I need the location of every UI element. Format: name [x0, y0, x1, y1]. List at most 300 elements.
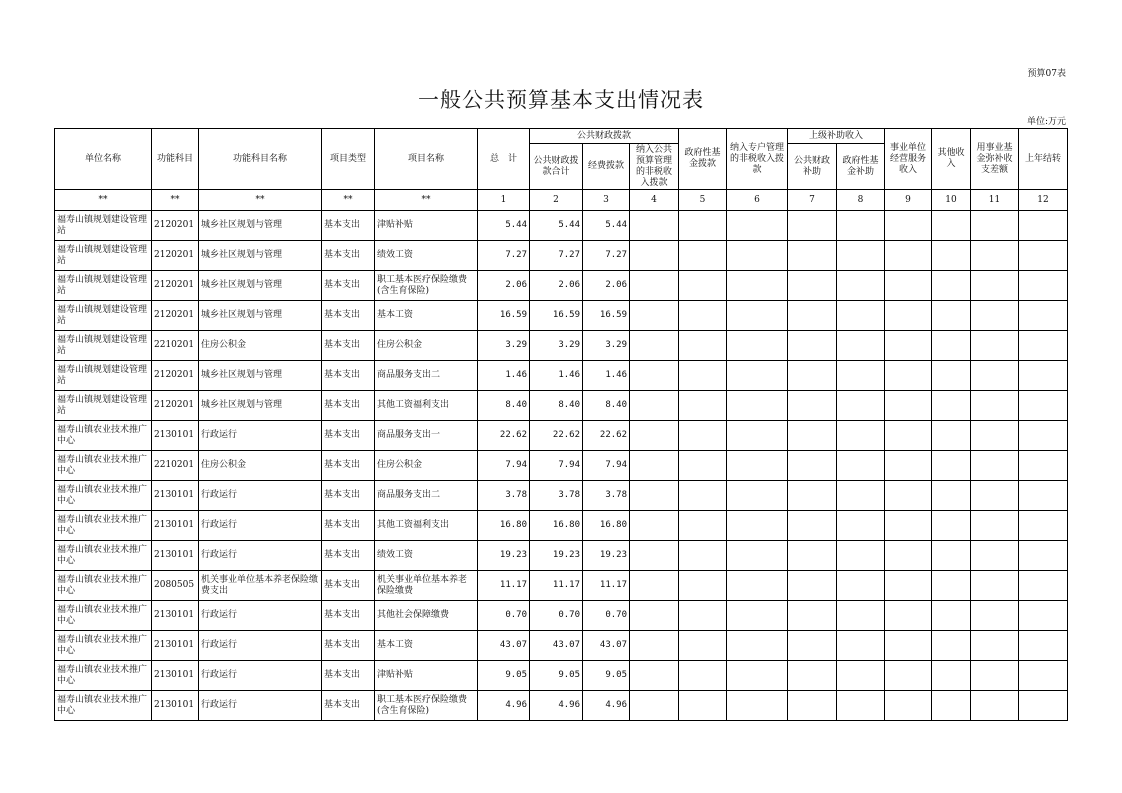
cell-pf-expense: 16.59: [583, 301, 630, 331]
cell-func-code: 2130101: [152, 601, 199, 631]
header-total: 总 计: [478, 129, 530, 190]
table-row: [55, 271, 1068, 301]
cell-func-code: 2210201: [152, 451, 199, 481]
empty-cell: [788, 241, 837, 271]
header-sup-gov: 政府性基金补助: [837, 144, 885, 190]
cell-func-code: 2080505: [152, 571, 199, 601]
cell-pf-expense: 9.05: [583, 661, 630, 691]
cell-pf-total: 7.27: [530, 241, 583, 271]
empty-cell: [837, 211, 885, 241]
empty-cell: [679, 661, 727, 691]
empty-cell: [630, 511, 679, 541]
index-cell: **: [375, 190, 478, 211]
cell-func-code: 2120201: [152, 301, 199, 331]
cell-total: 9.05: [478, 661, 530, 691]
empty-cell: [885, 241, 932, 271]
empty-cell: [679, 691, 727, 721]
cell-proj-type: 基本支出: [322, 571, 375, 601]
empty-cell: [1019, 361, 1068, 391]
header-business: 事业单位经营服务收入: [885, 129, 932, 190]
cell-func-code: 2120201: [152, 391, 199, 421]
empty-cell: [971, 271, 1019, 301]
empty-cell: [885, 511, 932, 541]
cell-func-code: 2130101: [152, 511, 199, 541]
cell-unit-name: 福寿山镇规划建设管理站: [55, 331, 152, 361]
cell-proj-type: 基本支出: [322, 391, 375, 421]
header-func-code: 功能科目: [152, 129, 199, 190]
empty-cell: [727, 691, 788, 721]
empty-cell: [788, 631, 837, 661]
cell-proj-type: 基本支出: [322, 511, 375, 541]
table-row: [55, 691, 1068, 721]
cell-pf-total: 5.44: [530, 211, 583, 241]
index-cell: 8: [837, 190, 885, 211]
empty-cell: [679, 571, 727, 601]
cell-unit-name: 福寿山镇农业技术推广中心: [55, 631, 152, 661]
empty-cell: [1019, 691, 1068, 721]
cell-total: 8.40: [478, 391, 530, 421]
empty-cell: [788, 361, 837, 391]
cell-pf-total: 7.94: [530, 451, 583, 481]
cell-func-code: 2120201: [152, 361, 199, 391]
empty-cell: [932, 451, 971, 481]
empty-cell: [1019, 661, 1068, 691]
cell-pf-expense: 5.44: [583, 211, 630, 241]
header-pf-total: 公共财政拨款合计: [530, 144, 583, 190]
cell-pf-expense: 43.07: [583, 631, 630, 661]
cell-proj-name: 职工基本医疗保险缴费(含生育保险): [375, 271, 478, 301]
cell-total: 22.62: [478, 421, 530, 451]
empty-cell: [971, 391, 1019, 421]
empty-cell: [788, 601, 837, 631]
empty-cell: [837, 451, 885, 481]
cell-func-code: 2130101: [152, 691, 199, 721]
cell-proj-name: 职工基本医疗保险缴费(含生育保险): [375, 691, 478, 721]
empty-cell: [630, 211, 679, 241]
table-row: [55, 541, 1068, 571]
cell-total: 0.70: [478, 601, 530, 631]
cell-proj-name: 其他工资福利支出: [375, 391, 478, 421]
empty-cell: [971, 361, 1019, 391]
empty-cell: [788, 391, 837, 421]
cell-proj-type: 基本支出: [322, 631, 375, 661]
empty-cell: [1019, 601, 1068, 631]
empty-cell: [679, 271, 727, 301]
empty-cell: [932, 481, 971, 511]
cell-unit-name: 福寿山镇规划建设管理站: [55, 391, 152, 421]
empty-cell: [727, 541, 788, 571]
cell-unit-name: 福寿山镇农业技术推广中心: [55, 421, 152, 451]
form-number: 预算07表: [1027, 69, 1066, 79]
cell-func-name: 行政运行: [199, 511, 322, 541]
empty-cell: [679, 511, 727, 541]
table-row: [55, 601, 1068, 631]
index-cell: 12: [1019, 190, 1068, 211]
empty-cell: [630, 271, 679, 301]
empty-cell: [727, 511, 788, 541]
cell-proj-name: 绩效工资: [375, 541, 478, 571]
cell-pf-expense: 3.78: [583, 481, 630, 511]
cell-proj-name: 绩效工资: [375, 241, 478, 271]
cell-pf-expense: 11.17: [583, 571, 630, 601]
empty-cell: [837, 541, 885, 571]
cell-unit-name: 福寿山镇农业技术推广中心: [55, 661, 152, 691]
cell-func-name: 行政运行: [199, 661, 322, 691]
cell-total: 1.46: [478, 361, 530, 391]
empty-cell: [1019, 571, 1068, 601]
empty-cell: [885, 271, 932, 301]
empty-cell: [727, 661, 788, 691]
cell-proj-type: 基本支出: [322, 601, 375, 631]
cell-total: 4.96: [478, 691, 530, 721]
empty-cell: [1019, 541, 1068, 571]
cell-proj-type: 基本支出: [322, 451, 375, 481]
empty-cell: [837, 421, 885, 451]
empty-cell: [971, 631, 1019, 661]
empty-cell: [788, 271, 837, 301]
empty-cell: [630, 301, 679, 331]
empty-cell: [679, 421, 727, 451]
cell-func-name: 城乡社区规划与管理: [199, 211, 322, 241]
cell-pf-total: 4.96: [530, 691, 583, 721]
empty-cell: [1019, 511, 1068, 541]
cell-unit-name: 福寿山镇规划建设管理站: [55, 241, 152, 271]
empty-cell: [727, 421, 788, 451]
empty-cell: [1019, 451, 1068, 481]
empty-cell: [932, 691, 971, 721]
cell-pf-expense: 2.06: [583, 271, 630, 301]
empty-cell: [885, 691, 932, 721]
empty-cell: [788, 421, 837, 451]
header-superior: 上级补助收入: [788, 129, 885, 144]
cell-pf-total: 1.46: [530, 361, 583, 391]
cell-unit-name: 福寿山镇规划建设管理站: [55, 271, 152, 301]
table-row: [55, 451, 1068, 481]
empty-cell: [932, 571, 971, 601]
empty-cell: [885, 421, 932, 451]
empty-cell: [727, 271, 788, 301]
cell-proj-name: 基本工资: [375, 631, 478, 661]
empty-cell: [679, 211, 727, 241]
empty-cell: [885, 301, 932, 331]
cell-func-name: 行政运行: [199, 631, 322, 661]
empty-cell: [788, 301, 837, 331]
empty-cell: [971, 511, 1019, 541]
empty-cell: [679, 241, 727, 271]
header-pf-expense: 经费拨款: [583, 144, 630, 190]
empty-cell: [679, 331, 727, 361]
header-pf-nontax: 纳入公共预算管理的非税收入拨款: [630, 144, 679, 190]
cell-total: 16.80: [478, 511, 530, 541]
empty-cell: [932, 661, 971, 691]
cell-proj-name: 商品服务支出一: [375, 421, 478, 451]
index-cell: 6: [727, 190, 788, 211]
empty-cell: [885, 391, 932, 421]
cell-pf-total: 16.80: [530, 511, 583, 541]
empty-cell: [932, 241, 971, 271]
empty-cell: [837, 661, 885, 691]
cell-pf-total: 19.23: [530, 541, 583, 571]
empty-cell: [679, 481, 727, 511]
table-row: [55, 361, 1068, 391]
empty-cell: [727, 481, 788, 511]
empty-cell: [885, 211, 932, 241]
cell-total: 3.78: [478, 481, 530, 511]
cell-total: 2.06: [478, 271, 530, 301]
empty-cell: [837, 571, 885, 601]
cell-func-code: 2130101: [152, 481, 199, 511]
index-cell: 9: [885, 190, 932, 211]
table-row: [55, 211, 1068, 241]
header-public-finance: 公共财政拨款: [530, 129, 679, 144]
empty-cell: [630, 481, 679, 511]
empty-cell: [837, 301, 885, 331]
cell-pf-expense: 1.46: [583, 361, 630, 391]
empty-cell: [1019, 241, 1068, 271]
cell-proj-type: 基本支出: [322, 421, 375, 451]
empty-cell: [788, 571, 837, 601]
cell-func-name: 住房公积金: [199, 331, 322, 361]
empty-cell: [971, 541, 1019, 571]
cell-func-name: 行政运行: [199, 691, 322, 721]
empty-cell: [971, 421, 1019, 451]
empty-cell: [788, 331, 837, 361]
empty-cell: [837, 271, 885, 301]
empty-cell: [932, 601, 971, 631]
empty-cell: [630, 691, 679, 721]
empty-cell: [885, 631, 932, 661]
cell-pf-expense: 22.62: [583, 421, 630, 451]
table-row: [55, 511, 1068, 541]
cell-func-name: 城乡社区规划与管理: [199, 271, 322, 301]
empty-cell: [837, 331, 885, 361]
empty-cell: [788, 451, 837, 481]
empty-cell: [788, 481, 837, 511]
cell-unit-name: 福寿山镇农业技术推广中心: [55, 571, 152, 601]
empty-cell: [630, 541, 679, 571]
table-row: [55, 331, 1068, 361]
cell-unit-name: 福寿山镇农业技术推广中心: [55, 451, 152, 481]
cell-func-name: 行政运行: [199, 541, 322, 571]
empty-cell: [727, 451, 788, 481]
index-cell: **: [152, 190, 199, 211]
empty-cell: [971, 211, 1019, 241]
cell-pf-expense: 7.27: [583, 241, 630, 271]
cell-total: 16.59: [478, 301, 530, 331]
empty-cell: [932, 301, 971, 331]
cell-pf-total: 9.05: [530, 661, 583, 691]
empty-cell: [630, 631, 679, 661]
cell-pf-expense: 8.40: [583, 391, 630, 421]
cell-proj-name: 其他社会保障缴费: [375, 601, 478, 631]
cell-pf-total: 3.78: [530, 481, 583, 511]
empty-cell: [837, 241, 885, 271]
cell-func-name: 行政运行: [199, 421, 322, 451]
cell-unit-name: 福寿山镇规划建设管理站: [55, 301, 152, 331]
cell-unit-name: 福寿山镇农业技术推广中心: [55, 601, 152, 631]
cell-unit-name: 福寿山镇规划建设管理站: [55, 361, 152, 391]
empty-cell: [1019, 271, 1068, 301]
empty-cell: [971, 451, 1019, 481]
index-cell: **: [55, 190, 152, 211]
cell-proj-type: 基本支出: [322, 241, 375, 271]
cell-pf-total: 43.07: [530, 631, 583, 661]
cell-proj-name: 基本工资: [375, 301, 478, 331]
empty-cell: [788, 211, 837, 241]
empty-cell: [727, 241, 788, 271]
header-fund-make-up: 用事业基金弥补收支差额: [971, 129, 1019, 190]
cell-func-name: 城乡社区规划与管理: [199, 391, 322, 421]
empty-cell: [727, 391, 788, 421]
table-row: [55, 391, 1068, 421]
empty-cell: [885, 541, 932, 571]
empty-cell: [932, 331, 971, 361]
empty-cell: [885, 451, 932, 481]
cell-proj-name: 津贴补贴: [375, 211, 478, 241]
cell-func-name: 城乡社区规划与管理: [199, 361, 322, 391]
empty-cell: [837, 691, 885, 721]
table-row: [55, 571, 1068, 601]
table-row: [55, 301, 1068, 331]
cell-func-name: 行政运行: [199, 601, 322, 631]
header-carryover: 上年结转: [1019, 129, 1068, 190]
empty-cell: [679, 541, 727, 571]
empty-cell: [932, 391, 971, 421]
empty-cell: [932, 211, 971, 241]
cell-unit-name: 福寿山镇农业技术推广中心: [55, 691, 152, 721]
empty-cell: [885, 481, 932, 511]
cell-pf-expense: 3.29: [583, 331, 630, 361]
empty-cell: [679, 631, 727, 661]
cell-total: 43.07: [478, 631, 530, 661]
cell-pf-total: 11.17: [530, 571, 583, 601]
header-func-name: 功能科目名称: [199, 129, 322, 190]
table-row: [55, 481, 1068, 511]
cell-func-name: 住房公积金: [199, 451, 322, 481]
cell-proj-name: 机关事业单位基本养老保险缴费: [375, 571, 478, 601]
cell-func-name: 城乡社区规划与管理: [199, 301, 322, 331]
index-cell: 11: [971, 190, 1019, 211]
empty-cell: [1019, 211, 1068, 241]
empty-cell: [932, 361, 971, 391]
empty-cell: [885, 361, 932, 391]
empty-cell: [679, 451, 727, 481]
empty-cell: [630, 571, 679, 601]
empty-cell: [727, 211, 788, 241]
empty-cell: [1019, 421, 1068, 451]
empty-cell: [788, 661, 837, 691]
empty-cell: [885, 601, 932, 631]
cell-pf-total: 22.62: [530, 421, 583, 451]
header-gov-fund: 政府性基金拨款: [679, 129, 727, 190]
empty-cell: [932, 511, 971, 541]
empty-cell: [630, 421, 679, 451]
empty-cell: [679, 601, 727, 631]
empty-cell: [630, 391, 679, 421]
header-proj-type: 项目类型: [322, 129, 375, 190]
empty-cell: [1019, 331, 1068, 361]
cell-proj-name: 商品服务支出二: [375, 481, 478, 511]
cell-func-name: 行政运行: [199, 481, 322, 511]
empty-cell: [932, 271, 971, 301]
empty-cell: [837, 601, 885, 631]
cell-total: 3.29: [478, 331, 530, 361]
cell-proj-name: 商品服务支出二: [375, 361, 478, 391]
cell-func-code: 2210201: [152, 331, 199, 361]
empty-cell: [1019, 631, 1068, 661]
header-other: 其他收入: [932, 129, 971, 190]
cell-proj-type: 基本支出: [322, 661, 375, 691]
cell-total: 19.23: [478, 541, 530, 571]
cell-func-code: 2130101: [152, 661, 199, 691]
empty-cell: [837, 511, 885, 541]
empty-cell: [971, 301, 1019, 331]
empty-cell: [727, 331, 788, 361]
cell-pf-expense: 4.96: [583, 691, 630, 721]
cell-func-code: 2130101: [152, 631, 199, 661]
empty-cell: [837, 481, 885, 511]
cell-pf-expense: 0.70: [583, 601, 630, 631]
empty-cell: [1019, 301, 1068, 331]
cell-pf-expense: 7.94: [583, 451, 630, 481]
empty-cell: [788, 541, 837, 571]
index-cell: 7: [788, 190, 837, 211]
cell-proj-type: 基本支出: [322, 211, 375, 241]
cell-proj-name: 津贴补贴: [375, 661, 478, 691]
index-cell: **: [322, 190, 375, 211]
empty-cell: [885, 571, 932, 601]
empty-cell: [727, 601, 788, 631]
cell-proj-type: 基本支出: [322, 541, 375, 571]
index-row: [55, 190, 1068, 211]
cell-proj-type: 基本支出: [322, 691, 375, 721]
empty-cell: [885, 661, 932, 691]
index-cell: 10: [932, 190, 971, 211]
empty-cell: [630, 241, 679, 271]
index-cell: 2: [530, 190, 583, 211]
table-row: [55, 241, 1068, 271]
empty-cell: [837, 361, 885, 391]
table-row: [55, 631, 1068, 661]
cell-func-code: 2130101: [152, 541, 199, 571]
cell-total: 11.17: [478, 571, 530, 601]
header-special-nontax: 纳入专户管理的非税收入拨款: [727, 129, 788, 190]
empty-cell: [932, 631, 971, 661]
table-row: [55, 661, 1068, 691]
cell-proj-type: 基本支出: [322, 301, 375, 331]
cell-unit-name: 福寿山镇规划建设管理站: [55, 211, 152, 241]
index-cell: 1: [478, 190, 530, 211]
empty-cell: [679, 391, 727, 421]
empty-cell: [971, 691, 1019, 721]
cell-func-code: 2120201: [152, 271, 199, 301]
table-row: [55, 421, 1068, 451]
cell-func-code: 2120201: [152, 211, 199, 241]
empty-cell: [1019, 481, 1068, 511]
cell-pf-total: 16.59: [530, 301, 583, 331]
empty-cell: [679, 361, 727, 391]
empty-cell: [932, 421, 971, 451]
cell-pf-total: 3.29: [530, 331, 583, 361]
index-cell: 4: [630, 190, 679, 211]
header-unit-name: 单位名称: [55, 129, 152, 190]
cell-pf-total: 0.70: [530, 601, 583, 631]
budget-table: [54, 128, 1068, 721]
cell-unit-name: 福寿山镇农业技术推广中心: [55, 481, 152, 511]
empty-cell: [971, 661, 1019, 691]
cell-proj-name: 住房公积金: [375, 331, 478, 361]
cell-unit-name: 福寿山镇农业技术推广中心: [55, 541, 152, 571]
